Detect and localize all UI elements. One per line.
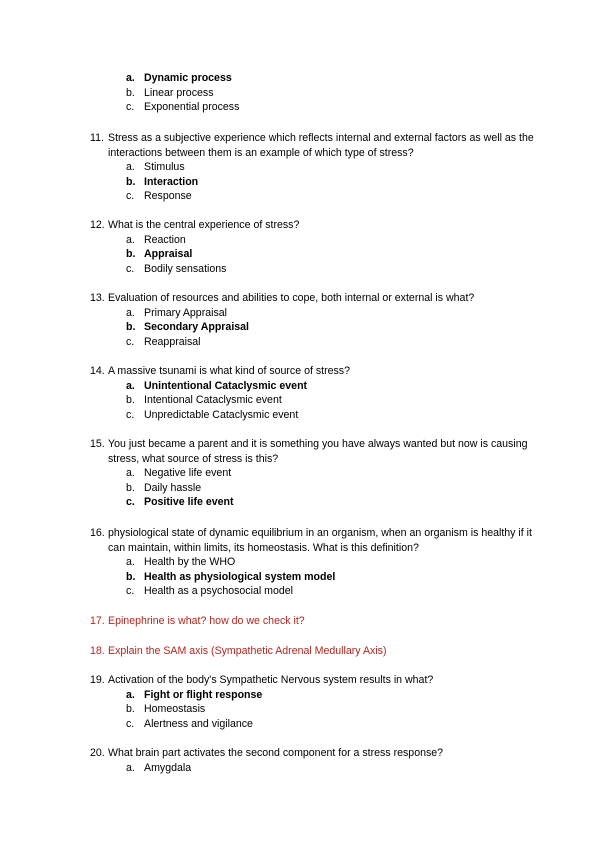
option-letter: a. (126, 233, 135, 246)
option (0, 481, 600, 496)
option-letter: c. (126, 496, 135, 509)
question-stem (0, 746, 538, 761)
option (0, 466, 600, 481)
option-text: Bodily sensations (144, 262, 227, 275)
option-text: Response (144, 190, 192, 203)
option (0, 233, 600, 248)
option-letter: c. (126, 585, 135, 598)
question-13 (0, 291, 600, 349)
question-stem (0, 644, 538, 659)
question-stem (0, 673, 538, 688)
option-text: Positive life event (144, 496, 234, 509)
option-letter: c. (126, 717, 135, 730)
option-letter: b. (126, 248, 136, 261)
option (0, 71, 600, 86)
option-letter: c. (126, 190, 135, 203)
question-text: Epinephrine is what? how do we check it? (108, 615, 305, 627)
option (0, 702, 600, 717)
option (0, 175, 600, 190)
question-text: Activation of the body's Sympathetic Nervous system results in what? (108, 674, 434, 686)
option-text: Unpredictable Cataclysmic event (144, 408, 299, 421)
option-text: Negative life event (144, 467, 232, 480)
question-16 (0, 526, 600, 599)
option (0, 761, 600, 776)
option-text: Fight or flight response (144, 688, 263, 701)
question-stem (0, 614, 538, 629)
option-letter: a. (126, 161, 135, 174)
option (0, 86, 600, 101)
option (0, 335, 600, 350)
option-text: Intentional Cataclysmic event (144, 394, 282, 407)
continued-options (0, 71, 600, 115)
option-text: Daily hassle (144, 481, 202, 494)
option-text: Appraisal (144, 248, 193, 261)
question-text: Stress as a subjective experience which reflects internal and external factors as well as the interactions between them is an example of which type of stress? (108, 132, 534, 159)
question-text: You just became a parent and it is something you have always wanted but now is causing stress, what source of stress is this? (108, 438, 528, 465)
question-text: What is the central experience of stress? (108, 219, 300, 231)
option-text: Health as a psychosocial model (144, 585, 293, 598)
question-stem (0, 364, 538, 379)
question-number: 14. (90, 365, 105, 377)
option-letter: c. (126, 101, 135, 114)
question-19 (0, 673, 600, 731)
question-number: 17. (90, 615, 105, 627)
option (0, 688, 600, 703)
question-number: 12. (90, 219, 105, 231)
question-stem (0, 437, 538, 466)
option-text: Health by the WHO (144, 556, 236, 569)
option-letter: a. (126, 761, 135, 774)
question-stem (0, 291, 538, 306)
question-number: 18. (90, 645, 105, 657)
option (0, 247, 600, 262)
option-letter: a. (126, 379, 135, 392)
option (0, 160, 600, 175)
question-number: 20. (90, 747, 105, 759)
option (0, 570, 600, 585)
question-number: 19. (90, 674, 105, 686)
option-text: Reaction (144, 233, 186, 246)
question-number: 11. (90, 132, 104, 144)
question-text: Evaluation of resources and abilities to cope, both internal or external is what? (108, 292, 475, 304)
question-20 (0, 746, 600, 775)
option-text: Dynamic process (144, 72, 232, 84)
option (0, 555, 600, 570)
option-text: Exponential process (144, 101, 240, 114)
option-letter: b. (126, 570, 136, 583)
option-letter: a. (126, 306, 135, 319)
question-14 (0, 364, 600, 422)
question-text: A massive tsunami is what kind of source of stress? (108, 365, 350, 377)
option-letter: b. (126, 481, 135, 494)
question-number: 16. (90, 527, 105, 539)
option-text: Health as physiological system model (144, 570, 336, 583)
option-letter: b. (126, 394, 135, 407)
question-12 (0, 218, 600, 276)
option-letter: b. (126, 321, 136, 334)
question-text: What brain part activates the second component for a stress response? (108, 747, 444, 759)
question-stem (0, 131, 538, 160)
option-letter: a. (126, 72, 135, 84)
option-text: Homeostasis (144, 703, 206, 716)
option (0, 495, 600, 510)
option (0, 100, 600, 115)
option (0, 189, 600, 204)
question-number: 13. (90, 292, 105, 304)
option-letter: b. (126, 175, 136, 188)
question-text: physiological state of dynamic equilibrium in an organism, when an organism is healthy if it can maintain, within limits, its homeostasis. What is this definition? (108, 527, 532, 554)
option-text: Stimulus (144, 161, 185, 174)
question-text: Explain the SAM axis (Sympathetic Adrenal Medullary Axis) (108, 645, 387, 657)
question-18 (0, 644, 600, 659)
option-text: Linear process (144, 86, 214, 99)
question-number: 15. (90, 438, 105, 450)
option-letter: a. (126, 688, 135, 701)
option (0, 584, 600, 599)
option-text: Secondary Appraisal (144, 321, 249, 334)
option-text: Interaction (144, 175, 199, 188)
option-letter: b. (126, 703, 135, 716)
option (0, 320, 600, 335)
option (0, 262, 600, 277)
option-text: Primary Appraisal (144, 306, 228, 319)
option (0, 408, 600, 423)
question-stem (0, 218, 538, 233)
option (0, 306, 600, 321)
option-letter: c. (126, 408, 135, 421)
option-letter: b. (126, 86, 135, 99)
option-letter: a. (126, 467, 135, 480)
question-15 (0, 437, 600, 510)
option (0, 379, 600, 394)
option-text: Amygdala (144, 761, 192, 774)
option-text: Alertness and vigilance (144, 717, 253, 730)
option-letter: c. (126, 335, 135, 348)
option-text: Unintentional Cataclysmic event (144, 379, 308, 392)
question-stem (0, 526, 538, 555)
option (0, 717, 600, 732)
option (0, 393, 600, 408)
option-letter: c. (126, 262, 135, 275)
question-11 (0, 131, 600, 204)
option-text: Reappraisal (144, 335, 201, 348)
question-17 (0, 614, 600, 629)
option-letter: a. (126, 556, 135, 569)
